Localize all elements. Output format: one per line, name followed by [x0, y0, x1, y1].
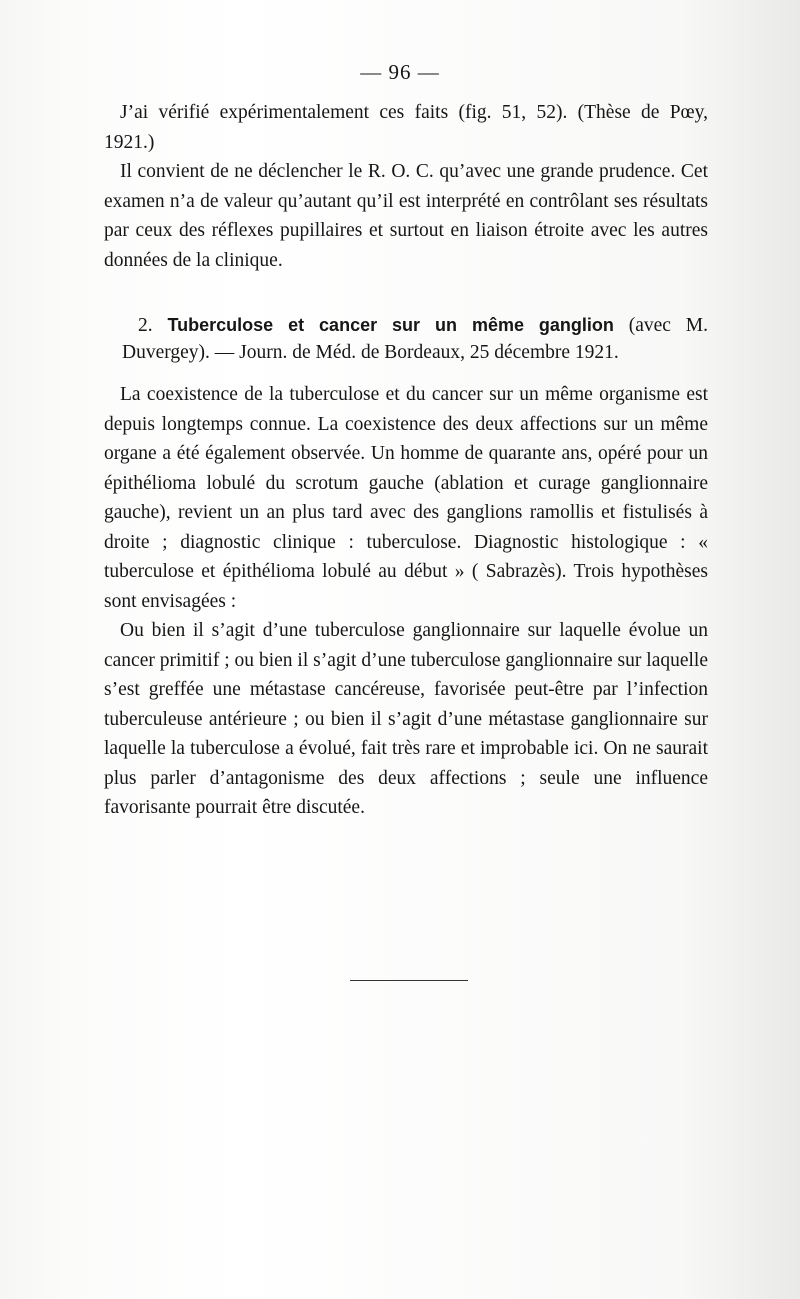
entry-paragraph	[104, 312, 708, 366]
paragraph: J’ai vérifié expérimentalement ces faits (fig. 51, 52). (Thèse de Pœy, 1921.)	[104, 102, 708, 153]
entry-title: Tuberculose et cancer sur un même ganglion	[167, 315, 614, 335]
page-number: — 96 —	[360, 60, 440, 84]
section-divider	[350, 980, 468, 981]
entry-details: (avec M. Duvergey). — Journ. de Méd. de Bordeaux, 25 décembre 1921.	[122, 315, 708, 363]
paragraph: La coexistence de la tuberculose et du cancer sur un même organisme est depuis longtemps connue. La coexistence des deux affections sur un même organe a été également observée. Un homme de quarante ans, opéré pour un épithélioma lobulé du scrotum gauche (ablation et curage ganglionnaire gauche), revient un an plus tard avec des ganglions ramollis et fistulisés à droite ; diagnostic clinique : tuberculose. Diagnostic histologique : « tuberculose et épithélioma lobulé au début » ( Sabrazès). Trois hypothèses sont envisagées :	[104, 384, 708, 612]
entry-number: 2.	[138, 315, 153, 336]
paragraph: Il convient de ne déclencher le R. O. C. qu’avec une grande prudence. Cet examen n’a de valeur qu’autant qu’il est interprété en contrôlant ses résultats par ceux des réflexes pupillaires et surtout en liaison étroite avec les autres données de la clinique.	[104, 161, 708, 271]
bibliography-entry	[104, 312, 708, 366]
paragraph: Ou bien il s’agit d’une tuberculose ganglionnaire sur laquelle évolue un cancer primitif ; ou bien il s’agit d’une tuberculose ganglionnaire sur laquelle s’est greffée une métastase cancéreuse, favorisée peut-être par l’infection tuberculeuse antérieure ; ou bien il s’agit d’une métastase ganglionnaire sur laquelle la tuberculose a évolué, fait très rare et improbable ici. On ne saurait plus parler d’antagonisme des deux affections ; seule une influence favorisante pourrait être discutée.	[104, 620, 708, 818]
intro-text-block	[104, 98, 708, 275]
body-text-block	[104, 380, 708, 823]
